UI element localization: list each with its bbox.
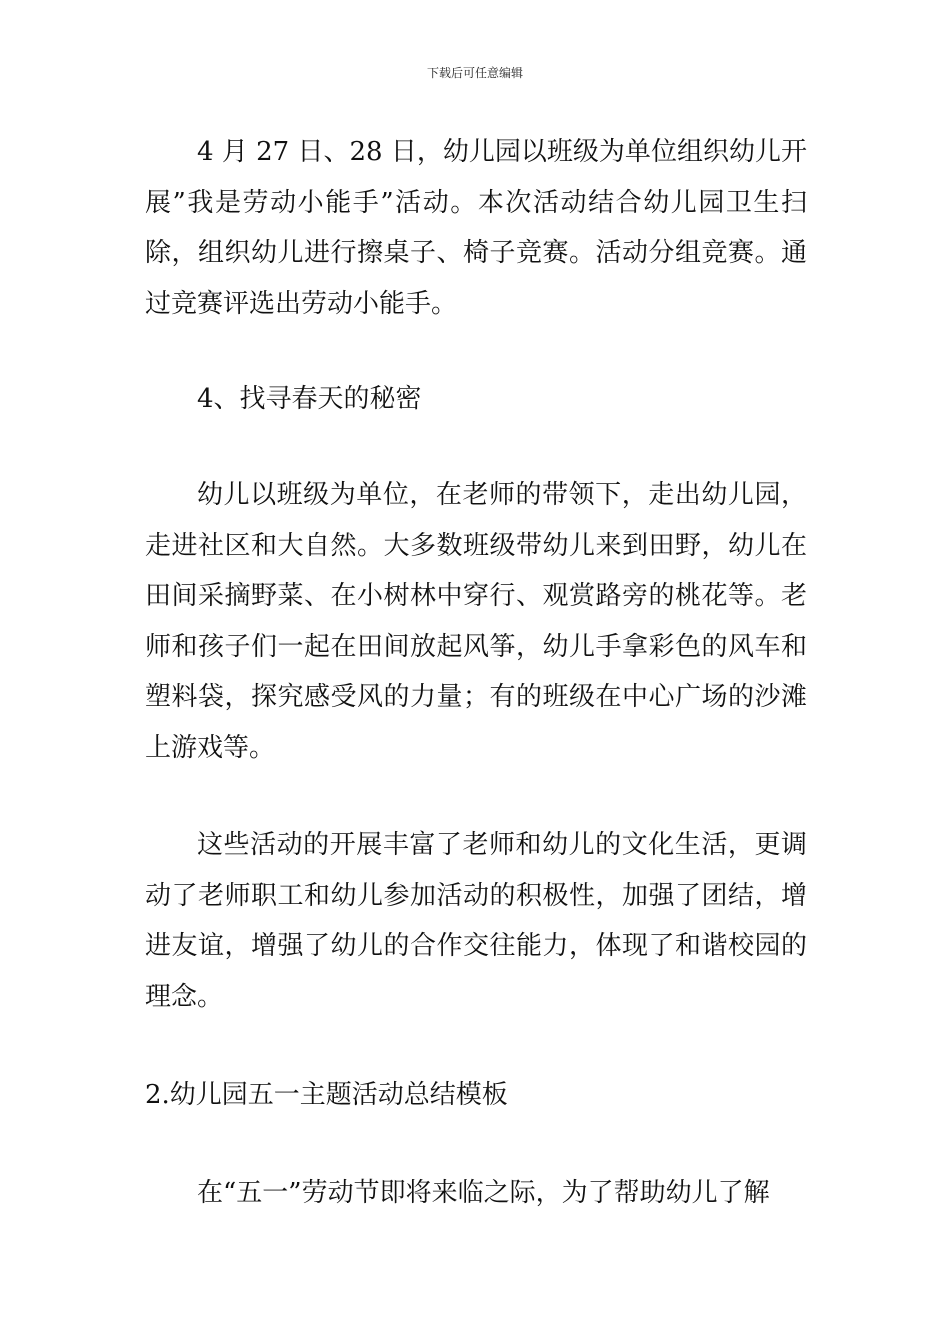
- header-note: 下载后可任意编辑: [426, 66, 523, 80]
- paragraph-activity-summary: 这些活动的开展丰富了老师和幼儿的文化生活，更调动了老师职工和幼儿参加活动的积极性，加强了团结，增进友谊，增强了幼儿的合作交往能力，体现了和谐校园的理念。: [145, 830, 807, 1012]
- section-heading-spring-secret: 4、找寻春天的秘密: [197, 384, 422, 414]
- paragraph-labor-contest: 4 月 27 日、28 日，幼儿园以班级为单位组织幼儿开展”我是劳动小能手”活动。本次活动结合幼儿园卫生扫除，组织幼儿进行擦桌子、椅子竞赛。活动分组竞赛。通过竞赛评选出劳动小能手。: [145, 137, 807, 319]
- section-heading-template: 2.幼儿园五一主题活动总结模板: [145, 1080, 508, 1110]
- paragraph-may-day-intro: 在“五一”劳动节即将来临之际，为了帮助幼儿了解: [197, 1178, 770, 1208]
- paragraph-spring-outing: 幼儿以班级为单位，在老师的带领下，走出幼儿园，走进社区和大自然。大多数班级带幼儿来到田野，幼儿在田间采摘野菜、在小树林中穿行、观赏路旁的桃花等。老师和孩子们一起在田间放起风筝，幼儿手拿彩色的风车和塑料袋，探究感受风的力量；有的班级在中心广场的沙滩上游戏等。: [145, 480, 807, 763]
